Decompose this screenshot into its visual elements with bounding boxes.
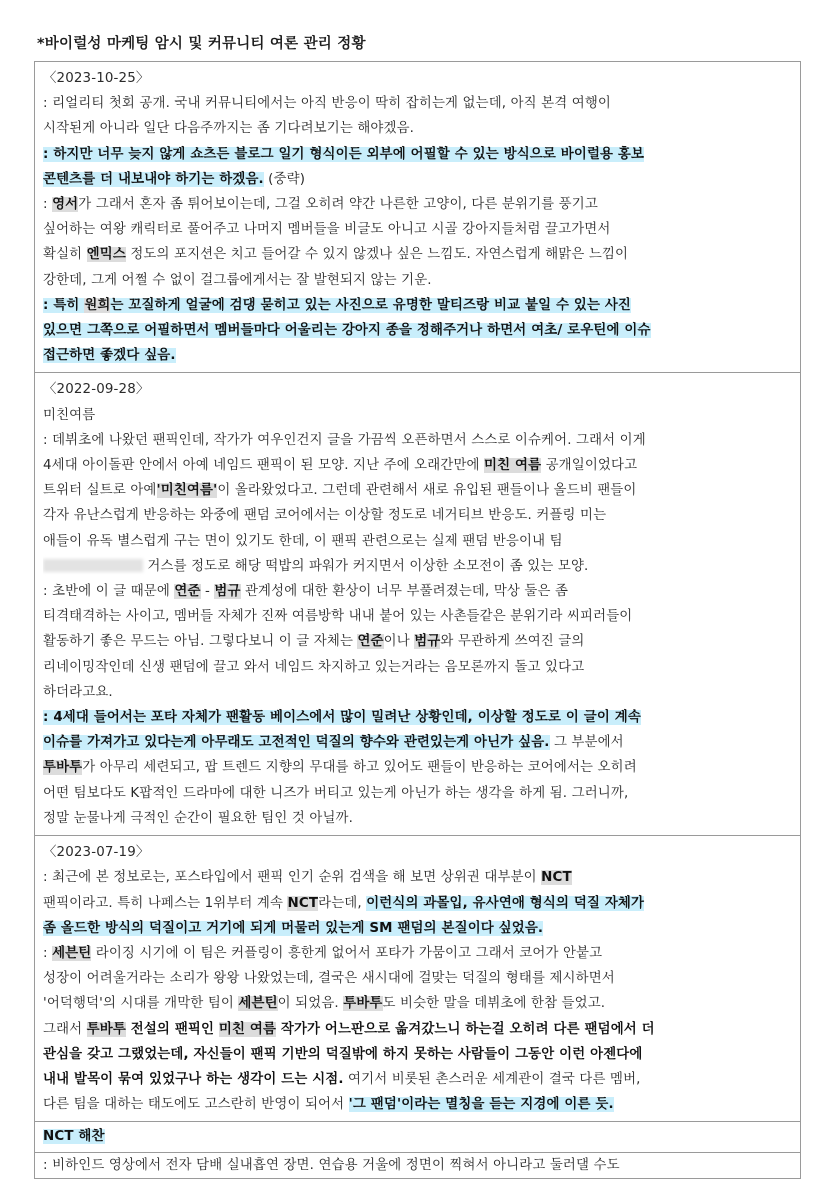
text-line: 애들이 유독 별스럽게 구는 면이 있기도 한데, 이 팬픽 관련으로는 실제 팬덤 반응이내 팀 [43,533,563,549]
text-span: 전설의 팬픽인 [125,1021,219,1037]
text-span: : [43,945,53,961]
text-span: : 초반에 이 글 때문에 [43,584,175,600]
highlight: 이슈를 가져가고 있다는게 아무래도 고전적인 덕질의 향수와 관련있는게 아닌가 싶음. [43,735,550,751]
text-line [43,705,792,730]
text-span: - [200,584,215,600]
text-span: 이 되었음. [277,996,344,1012]
entry-date: 〈2023-10-25〉 [43,71,150,86]
text-span: 그 부분에서 [549,735,624,751]
highlight: : 4세대 들어서는 포타 자체가 팬활동 베이스에서 많이 밀려난 상황인데, 이상할 정도로 이 글이 계속 [43,710,641,726]
name-mark: 범규 [414,634,441,650]
text-span: (중략) [263,171,306,187]
text-line [43,142,792,167]
entry-heading [43,1124,792,1149]
text-span: 다른 팀을 대하는 태도에도 고스란히 반영이 되어서 [43,1097,349,1113]
name-mark: NCT [287,895,319,911]
text-line [43,478,792,503]
text-span: 활동하기 좋은 무드는 아님. 그렇다보니 이 글 자체는 [43,634,358,650]
text-span: 도 비슷한 말을 데뷔초에 한참 들었고. [382,996,606,1012]
text-span: 라는데, [318,895,367,911]
text-line [43,991,792,1016]
text-span: : [43,197,53,213]
text-line: 관심을 갖고 그랬었는데, 자신들이 팬픽 기반의 덕질밖에 하지 못하는 사람들이 그동안 이런 아젠다에 [43,1046,643,1062]
highlight: NCT 해찬 [43,1129,105,1145]
text-line: 성장이 어려울거라는 소리가 왕왕 나왔었는데, 결국은 새시대에 걸맞는 덕질의 형태를 제시하면서 [43,971,615,987]
text-span: 팬픽이라고. 특히 나페스는 1위부터 계속 [43,895,288,911]
text-span: 라이징 시기에 이 팀은 커플링이 흥한게 없어서 포타가 가뭄이고 그래서 코어가 안붙고 [91,945,603,961]
text-line [43,167,792,192]
text-line: 리네이밍작인데 신생 팬덤에 끌고 와서 네임드 차지하고 있는거라는 음모론까지 돌고 있다고 [43,659,585,675]
text-line: 티격태격하는 사이고, 멤버들 자체가 진짜 여름방학 내내 붙어 있는 사촌들같은 분위기라 씨피러들이 [43,609,633,625]
name-mark: 연준 [357,634,384,650]
text-span: 정도의 포지션은 치고 들어갈 수 있지 않겠나 싶은 느낌도. 자연스럽게 해맑은 느낌이 [125,247,629,263]
text-span: 그래서 [43,1021,87,1037]
text-line [43,865,792,890]
text-span: 와 무관하게 쓰여진 글의 [440,634,585,650]
text-line [43,343,792,368]
text-span: 4세대 아이돌판 안에서 아예 네임드 팬픽이 된 모양. 지난 주에 오래간만에 [43,458,485,474]
text-span: '어덕행덕'의 시대를 개막한 팀이 [43,996,239,1012]
text-line [43,1067,792,1092]
text-span: 가 그래서 혼자 좀 튀어보이는데, 그걸 오히려 약간 나른한 고양이, 다른 분위기를 풍기고 [78,197,598,213]
name-mark: 미친 여름 [484,458,542,474]
text-span: 내내 발목이 묶여 있었구나 하는 생각이 드는 시점. [43,1071,344,1087]
text-line: 정말 눈물나게 극적인 순간이 필요한 팀인 것 아닐까. [43,810,354,826]
text-span: 거스를 정도로 해당 떡밥의 파워가 커지면서 이상한 소모전이 좀 있는 모양. [143,558,589,574]
text-line [43,916,792,941]
text-span: 작가가 어느판으로 옮겨갔느니 하는걸 오히려 다른 팬덤에서 더 [276,1021,655,1037]
redacted-text [43,559,143,572]
name-mark: 엔믹스 [86,247,126,263]
text-line: 하더라고요. [43,684,113,700]
name-mark: 연준 [174,584,201,600]
text-span: 관계성에 대한 환상이 너무 부풀려졌는데, 막상 둘은 좀 [240,584,569,600]
text-line [43,318,792,343]
entry-2023-10-25 [35,62,800,372]
text-line [43,1017,792,1042]
entry-2023-07-19 [35,835,800,1121]
entry-2022-09-28 [35,372,800,835]
text-span: 이나 [383,634,415,650]
document-table [34,61,801,1179]
text-line [43,1092,792,1117]
entry-date: 〈2023-07-19〉 [43,845,150,861]
text-line: 시작된게 아니라 일단 다음주까지는 좀 기다려보기는 해야겠음. [43,121,415,137]
text-line [43,579,792,604]
text-span: 공개일이었다고 [541,458,638,474]
text-span: 확실히 [43,247,87,263]
name-mark: 세븐틴 [52,945,92,961]
name-mark: 원희 [84,297,111,313]
text-line [43,242,792,267]
text-span: : 최근에 본 정보로는, 포스타입에서 팬픽 인기 순위 검색을 해 보면 상위권 대부분이 [43,870,542,886]
name-mark: 투바투 [43,760,83,776]
highlight: 는 꼬질하게 얼굴에 검댕 묻히고 있는 사진으로 유명한 말티즈랑 비교 붙일 수 있는 사진 [110,297,632,313]
text-line [43,192,792,217]
text-line: 어떤 팀보다도 K팝적인 드라마에 대한 니즈가 버티고 있는게 아닌가 하는 생각을 하게 됨. 그러니까, [43,785,629,801]
text-line [43,554,792,579]
name-mark: 세븐틴 [238,996,278,1012]
text-line: : 리얼리티 첫회 공개. 국내 커뮤니티에서는 아직 반응이 딱히 잡히는게 없는데, 아직 본격 여행이 [43,96,611,112]
highlight: 접근하면 좋겠다 싶음. [43,348,176,364]
text-line: 싶어하는 여왕 캐릭터로 풀어주고 나머지 멤버들을 비글도 아니고 시골 강아지들처럼 끌고가면서 [43,222,611,238]
name-mark: NCT [541,870,572,886]
text-line [43,755,792,780]
text-span: 가 아무리 세련되고, 팝 트렌드 지향의 무대를 하고 있어도 팬들이 반응하는 코어에서는 오히려 [82,760,637,776]
entry-date: 〈2022-09-28〉 [43,382,150,398]
name-mark: 투바투 [86,1021,126,1037]
name-mark: 범규 [214,584,241,600]
text-line [43,629,792,654]
text-line [43,453,792,478]
text-line [43,891,792,916]
text-line [43,730,792,755]
highlight: 콘텐츠를 더 내보내야 하기는 하겠음. [43,171,264,187]
text-span: 여기서 비롯된 촌스러운 세계관이 결국 다른 멤버, [343,1071,641,1087]
highlight: 좀 올드한 방식의 덕질이고 거기에 되게 머물러 있는게 SM 팬덤의 본질이다 싶었음. [43,920,544,936]
name-mark: 투바투 [343,996,383,1012]
highlight: 있으면 그쪽으로 어필하면서 멤버들마다 어울리는 강아지 종을 정해주거나 하면서 여초/ 로우틴에 이슈 [43,323,651,339]
name-mark: 영서 [52,197,79,213]
text-span: 트위터 실트로 아예 [43,483,157,499]
text-line: : 데뷔초에 나왔던 팬픽인데, 작가가 여우인건지 글을 가끔씩 오픈하면서 스스로 이슈케어. 그래서 이게 [43,432,646,448]
name-mark: '미친여름' [156,483,218,499]
text-line: 강한데, 그게 어쩔 수 없이 걸그룹에게서는 잘 발현되지 않는 기운. [43,272,432,288]
highlight: '그 팬덤'이라는 멸칭을 듣는 지경에 이른 듯. [348,1097,614,1113]
page-title: *바이럴성 마케팅 암시 및 커뮤니티 여론 관리 정황 [37,36,366,52]
text-line: 각자 유난스럽게 반응하는 와중에 팬덤 코어에서는 이상할 정도로 네거티브 반응도. 커플링 미는 [43,508,607,524]
text-span: 이 올라왔었다고. 그런데 관련해서 새로 유입된 팬들이나 올드비 팬들이 [217,483,637,499]
name-mark: 미친 여름 [218,1021,277,1037]
highlight: : 하지만 너무 늦지 않게 쇼츠든 블로그 일기 형식이든 외부에 어필할 수 있는 방식으로 바이럴용 홍보 [43,146,645,162]
entry-nct-haechan-body [35,1152,800,1178]
entry-nct-haechan [35,1121,800,1151]
entry-subtitle: 미친여름 [43,407,96,423]
text-line [43,941,792,966]
text-line [43,293,792,318]
highlight: 이런식의 과몰입, 유사연애 형식의 덕질 자체가 [366,895,645,911]
highlight: : 특히 [43,297,85,313]
text-line: : 비하인드 영상에서 전자 담배 실내흡연 장면. 연습용 거울에 정면이 찍혀서 아니라고 둘러댈 수도 [43,1157,620,1173]
